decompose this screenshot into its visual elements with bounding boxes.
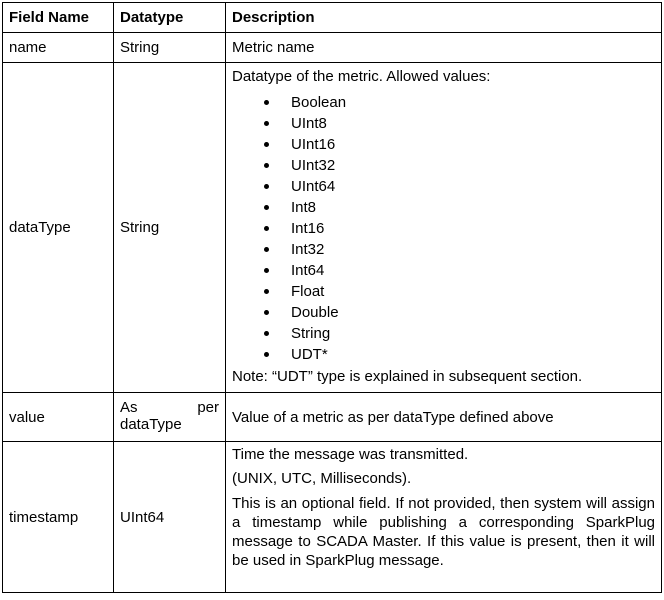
cell-field-name: name xyxy=(3,33,114,63)
list-item: UInt16 xyxy=(232,134,655,155)
cell-datatype-timestamp: UInt64 xyxy=(114,442,226,593)
cell-datatype-datatype: String xyxy=(114,63,226,393)
list-item: UInt64 xyxy=(232,176,655,197)
cell-description-timestamp xyxy=(226,442,662,593)
header-datatype: Datatype xyxy=(114,3,226,33)
list-item: String xyxy=(232,323,655,344)
list-item: Int8 xyxy=(232,197,655,218)
list-item: UInt8 xyxy=(232,113,655,134)
cell-field-value: value xyxy=(3,393,114,442)
table-row-name xyxy=(3,33,662,63)
allowed-values-intro: Datatype of the metric. Allowed values: xyxy=(232,68,491,85)
list-item: Boolean xyxy=(232,92,655,113)
table-row-value xyxy=(3,393,662,442)
list-item: UDT* xyxy=(232,344,655,365)
per-word: per xyxy=(197,399,219,416)
as-word: As xyxy=(120,399,138,416)
cell-datatype-name: String xyxy=(114,33,226,63)
table-row-datatype xyxy=(3,63,662,393)
udt-note: Note: “UDT” type is explained in subsequent section. xyxy=(232,368,583,385)
cell-description-datatype xyxy=(226,63,662,393)
header-field-name: Field Name xyxy=(3,3,114,33)
list-item: UInt32 xyxy=(232,155,655,176)
list-item: Int16 xyxy=(232,218,655,239)
list-item: Int32 xyxy=(232,239,655,260)
table-row-timestamp xyxy=(3,442,662,593)
allowed-values-list xyxy=(232,92,655,365)
list-item: Int64 xyxy=(232,260,655,281)
list-item: Double xyxy=(232,302,655,323)
cell-description-name: Metric name xyxy=(226,33,662,63)
cell-field-timestamp: timestamp xyxy=(3,442,114,593)
field-spec-table xyxy=(2,2,662,593)
header-description: Description xyxy=(226,3,662,33)
timestamp-paragraph: This is an optional field. If not provided, then system will assign a timestamp while publishing a corresponding SparkPlug message to SCADA Master. If this value is present, then it will be used in SparkPlug message. xyxy=(232,495,655,569)
header-row xyxy=(3,3,662,33)
datatype-word: dataType xyxy=(120,416,182,433)
cell-description-value: Value of a metric as per dataType defined above xyxy=(226,393,662,442)
timestamp-line1: Time the message was transmitted. xyxy=(232,446,469,463)
cell-datatype-value xyxy=(114,393,226,442)
list-item: Float xyxy=(232,281,655,302)
timestamp-line2: (UNIX, UTC, Milliseconds). xyxy=(232,470,412,487)
cell-field-datatype: dataType xyxy=(3,63,114,393)
